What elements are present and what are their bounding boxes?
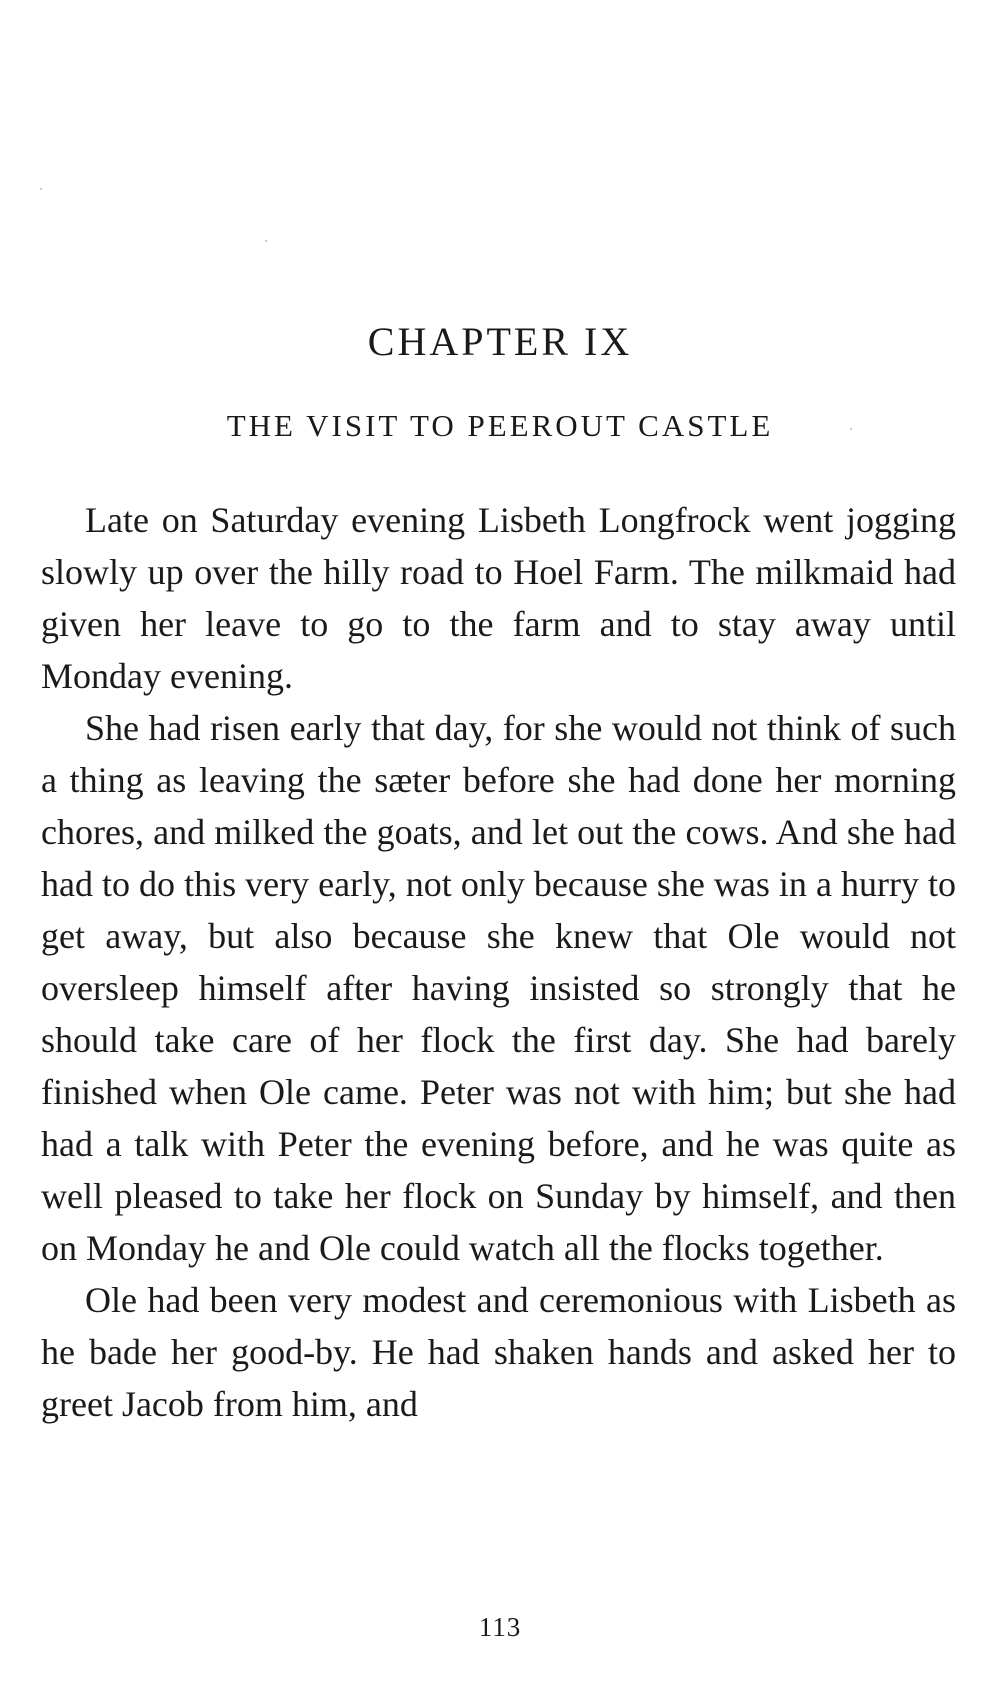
paragraph: Late on Saturday evening Lisbeth Longfrock went jogging slowly up over the hilly road to Hoel Farm. The milkmaid had given her leave to go to the farm and to stay away until Monday evening. (41, 500, 956, 696)
body-text (41, 494, 956, 1430)
chapter-subtitle: THE VISIT TO PEEROUT CASTLE (226, 408, 774, 443)
chapter-title: CHAPTER IX (367, 319, 633, 364)
paragraph: Ole had been very modest and ceremonious with Lisbeth as he bade her good-by. He had shaken hands and asked her to greet Jacob from him, and (41, 1280, 956, 1424)
page-number: 113 (478, 1612, 522, 1642)
scan-speck (40, 188, 42, 190)
paragraph: She had risen early that day, for she would not think of such a thing as leaving the sæter before she had done her morning chores, and milked the goats, and let out the cows. And she had had to do this very early, not only because she was in a hurry to get away, but also because she knew that Ole would not oversleep himself after having insisted so strongly that he should take care of her flock the first day. She had barely finished when Ole came. Peter was not with him; but she had had a talk with Peter the evening before, and he was quite as well pleased to take her flock on Sunday by himself, and then on Monday he and Ole could watch all the flocks together. (41, 708, 956, 1268)
scan-speck (265, 240, 267, 242)
